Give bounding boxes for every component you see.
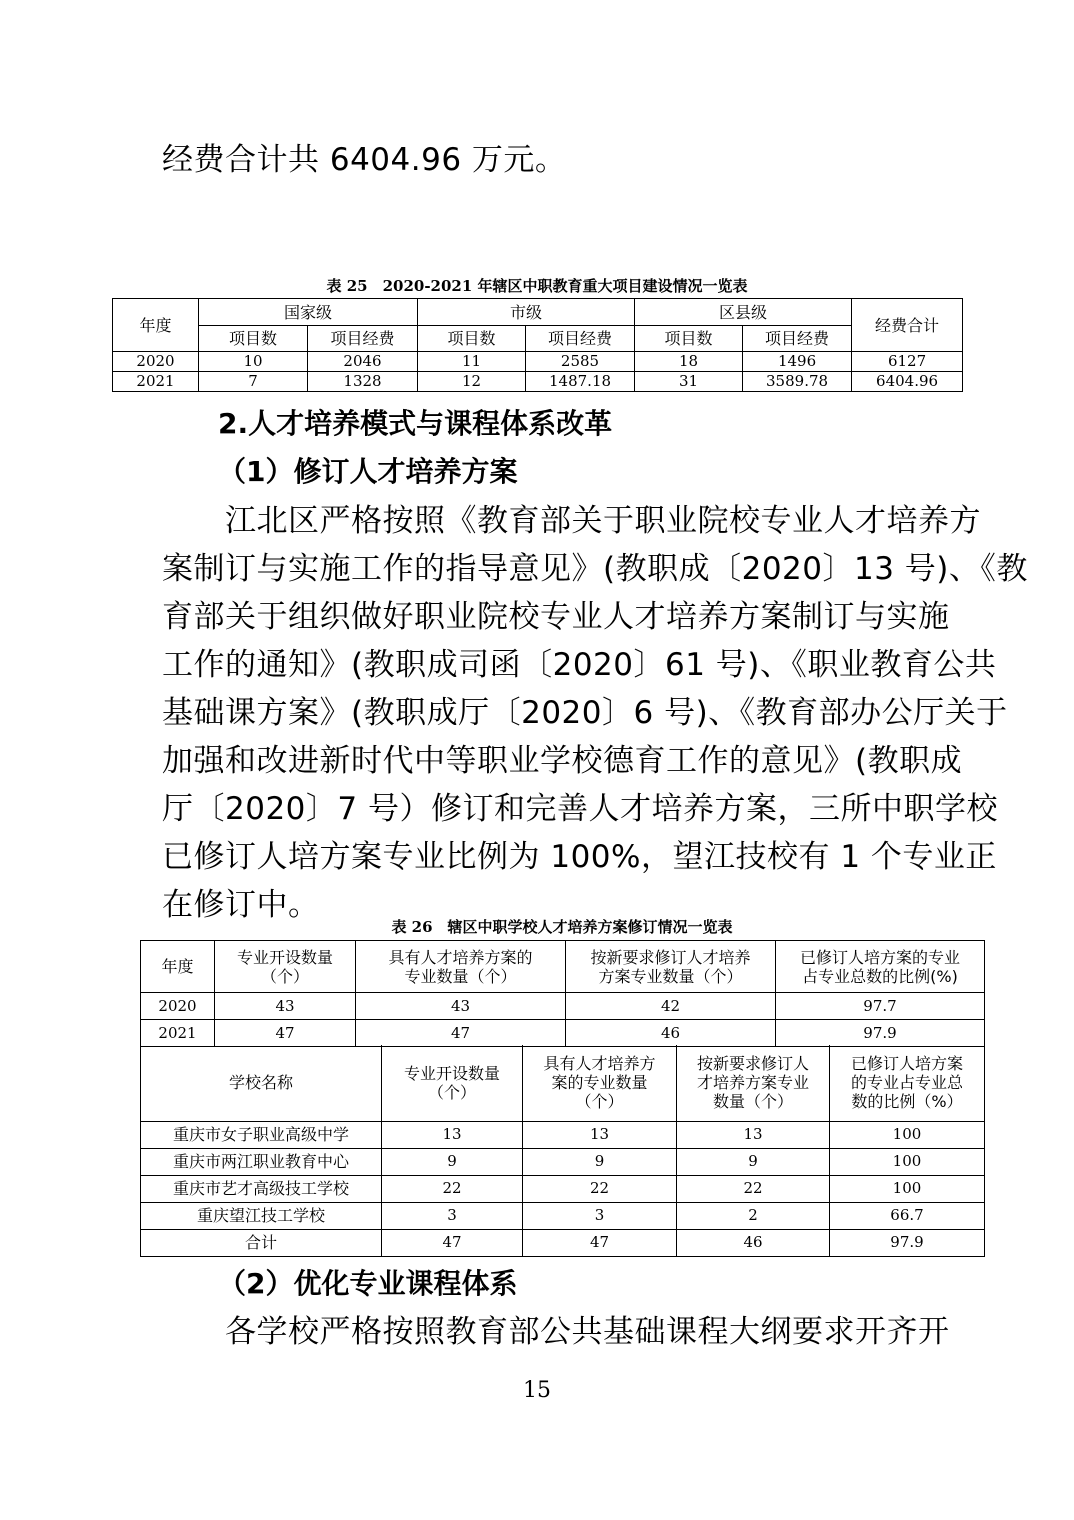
t25-header-national: 国家级 (199, 299, 418, 326)
t25-header-count: 项目数 (635, 326, 743, 352)
cell-city-fund: 1487.18 (526, 372, 635, 392)
cell-national-count: 10 (199, 352, 308, 372)
intro-paragraph (162, 136, 922, 184)
table-row (141, 993, 985, 1020)
t25-header-fund: 项目经费 (526, 326, 635, 352)
t26-header2-revised: 按新要求修订人 才培养方案专业 数量（个） (677, 1045, 830, 1121)
cell-year: 2020 (141, 993, 215, 1020)
cell-revised: 46 (677, 1229, 830, 1256)
cell-city-count: 11 (418, 352, 526, 372)
t25-header-total: 经费合计 (852, 299, 963, 352)
cell-school: 重庆市女子职业高级中学 (141, 1121, 382, 1148)
subsection-heading-2: （2）优化专业课程体系 (218, 1267, 518, 1300)
cell-majors: 47 (215, 1020, 356, 1047)
table-row (141, 1175, 985, 1202)
cell-ratio: 100 (830, 1121, 985, 1148)
cell-has-plan: 22 (523, 1175, 677, 1202)
cell-has-plan: 47 (356, 1020, 566, 1047)
t26-header-school: 学校名称 (141, 1045, 382, 1121)
cell-has-plan: 3 (523, 1202, 677, 1229)
table26-caption: 表 26 辖区中职学校人才培养方案修订情况一览表 (391, 918, 733, 936)
paragraph-2 (162, 1308, 950, 1356)
cell-year: 2021 (141, 1020, 215, 1047)
cell-total: 6404.96 (852, 372, 963, 392)
cell-has-plan: 47 (523, 1229, 677, 1256)
cell-ratio: 66.7 (830, 1202, 985, 1229)
paragraph-1 (162, 497, 1028, 929)
t25-header-fund: 项目经费 (308, 326, 418, 352)
t26-header2-majors: 专业开设数量 （个） (382, 1045, 523, 1121)
table-row (141, 1020, 985, 1047)
subsection-heading-1: （1）修订人才培养方案 (218, 455, 518, 488)
t26-header-majors: 专业开设数量 （个） (215, 941, 356, 993)
table26-schools (140, 1045, 985, 1257)
cell-total: 6127 (852, 352, 963, 372)
cell-ratio: 100 (830, 1148, 985, 1175)
table-row (113, 352, 963, 372)
cell-has-plan: 43 (356, 993, 566, 1020)
text-line: 工作的通知》(教职成司函〔2020〕61 号)、《职业教育公共 (162, 647, 997, 683)
t25-header-fund: 项目经费 (743, 326, 852, 352)
cell-school: 重庆望江技工学校 (141, 1202, 382, 1229)
table-row (141, 1121, 985, 1148)
cell-majors: 3 (382, 1202, 523, 1229)
table25 (112, 298, 963, 392)
t25-header-count: 项目数 (418, 326, 526, 352)
text-line: 在修订中。 (162, 887, 320, 923)
cell-national-count: 7 (199, 372, 308, 392)
table-row-total (141, 1229, 985, 1256)
cell-district-count: 18 (635, 352, 743, 372)
cell-revised: 46 (566, 1020, 776, 1047)
cell-year: 2020 (113, 352, 199, 372)
cell-majors: 43 (215, 993, 356, 1020)
table25-caption: 表 25 2020-2021 年辖区中职教育重大项目建设情况一览表 (326, 277, 748, 295)
cell-has-plan: 13 (523, 1121, 677, 1148)
table26-yearly (140, 940, 985, 1047)
cell-ratio: 97.9 (776, 1020, 985, 1047)
cell-majors: 47 (382, 1229, 523, 1256)
t26-header-revised: 按新要求修订人才培养 方案专业数量（个） (566, 941, 776, 993)
cell-school: 重庆市艺才高级技工学校 (141, 1175, 382, 1202)
text-line: 各学校严格按照教育部公共基础课程大纲要求开齐开 (162, 1314, 950, 1350)
t26-header-has-plan: 具有人才培养方案的 专业数量（个） (356, 941, 566, 993)
cell-national-fund: 1328 (308, 372, 418, 392)
cell-majors: 13 (382, 1121, 523, 1148)
cell-city-fund: 2585 (526, 352, 635, 372)
text-line: 育部关于组织做好职业院校专业人才培养方案制订与实施 (162, 599, 950, 635)
text-line: 江北区严格按照《教育部关于职业院校专业人才培养方 (162, 503, 981, 539)
cell-year: 2021 (113, 372, 199, 392)
cell-ratio: 97.7 (776, 993, 985, 1020)
cell-ratio: 100 (830, 1175, 985, 1202)
cell-district-count: 31 (635, 372, 743, 392)
cell-revised: 13 (677, 1121, 830, 1148)
text-line: 加强和改进新时代中等职业学校德育工作的意见》(教职成 (162, 743, 963, 779)
cell-district-fund: 3589.78 (743, 372, 852, 392)
section-heading: 2.人才培养模式与课程体系改革 (218, 407, 613, 440)
text-line: 已修订人培方案专业比例为 100%，望江技校有 1 个专业正 (162, 839, 997, 875)
table-row (113, 372, 963, 392)
cell-national-fund: 2046 (308, 352, 418, 372)
text-line: 厅〔2020〕7 号）修订和完善人才培养方案，三所中职学校 (162, 791, 998, 827)
t26-header-ratio: 已修订人培方案的专业 占专业总数的比例(%) (776, 941, 985, 993)
cell-ratio: 97.9 (830, 1229, 985, 1256)
t25-header-count: 项目数 (199, 326, 308, 352)
cell-has-plan: 9 (523, 1148, 677, 1175)
cell-revised: 22 (677, 1175, 830, 1202)
page-number: 15 (523, 1378, 551, 1403)
t25-header-city: 市级 (418, 299, 635, 326)
text-line: 基础课方案》(教职成厅〔2020〕6 号)、《教育部办公厅关于 (162, 695, 1008, 731)
t26-header-year: 年度 (141, 941, 215, 993)
cell-city-count: 12 (418, 372, 526, 392)
cell-majors: 22 (382, 1175, 523, 1202)
t25-header-district: 区县级 (635, 299, 852, 326)
t26-header2-has-plan: 具有人才培养方 案的专业数量 （个） (523, 1045, 677, 1121)
cell-school: 合计 (141, 1229, 382, 1256)
cell-school: 重庆市两江职业教育中心 (141, 1148, 382, 1175)
intro-line: 经费合计共 6404.96 万元。 (162, 142, 567, 178)
cell-district-fund: 1496 (743, 352, 852, 372)
cell-majors: 9 (382, 1148, 523, 1175)
t26-header2-ratio: 已修订人培方案 的专业占专业总 数的比例（%） (830, 1045, 985, 1121)
cell-revised: 42 (566, 993, 776, 1020)
table-row (141, 1202, 985, 1229)
cell-revised: 9 (677, 1148, 830, 1175)
cell-revised: 2 (677, 1202, 830, 1229)
text-line: 案制订与实施工作的指导意见》(教职成〔2020〕13 号)、《教 (162, 551, 1028, 587)
t25-header-year: 年度 (113, 299, 199, 352)
table-row (141, 1148, 985, 1175)
